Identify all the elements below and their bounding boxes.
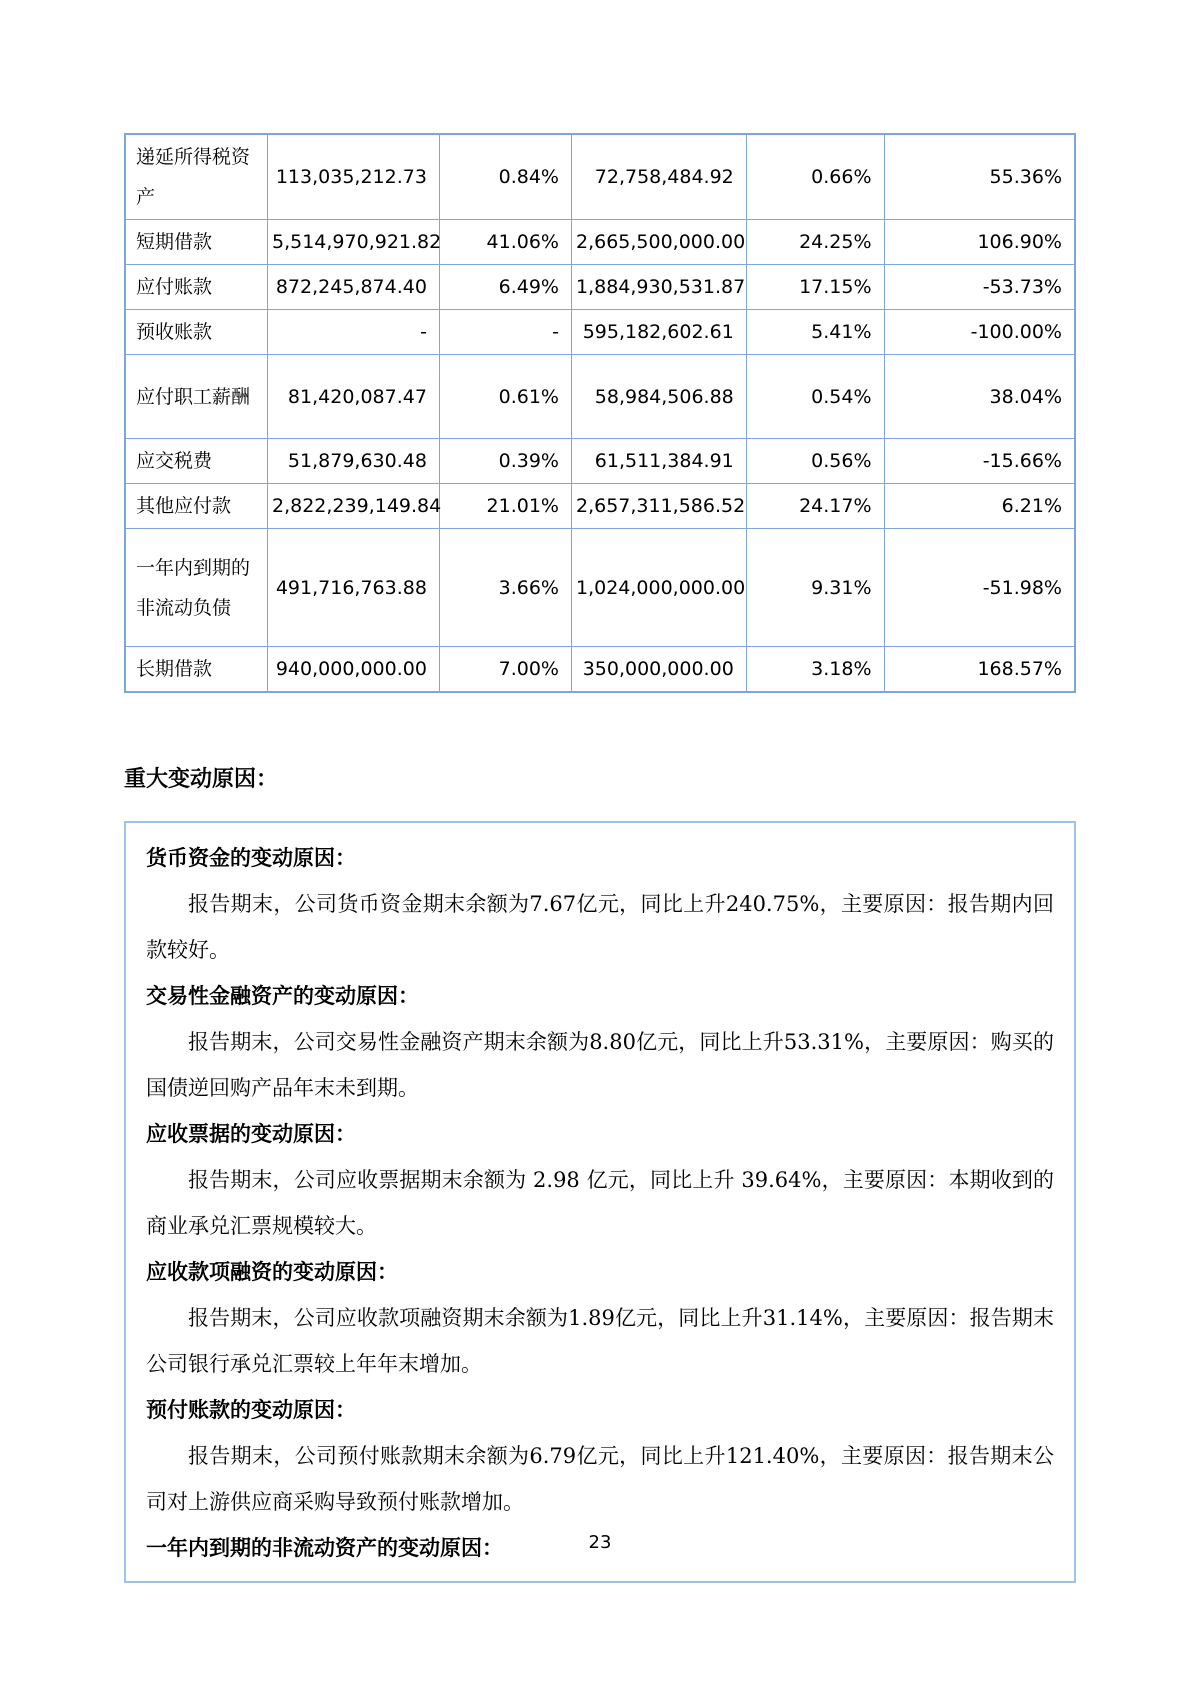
amount-begin-cell: 1,024,000,000.00 [571,529,746,647]
row-label: 应交税费 [125,439,268,484]
section-title-notes-receivable: 应收票据的变动原因： [146,1122,356,1146]
row-label: 一年内到期的非流动负债 [125,529,268,647]
row-label: 应付账款 [125,265,268,310]
amount-end-cell: 2,822,239,149.84 [268,484,440,529]
pct-begin-cell: 24.17% [746,484,884,529]
section-body-notes-receivable: 报告期末，公司应收票据期末余额为 2.98 亿元，同比上升 39.64%，主要原因：本期收到的商业承兑汇票规模较大。 [146,1168,1054,1238]
amount-end-cell: 5,514,970,921.82 [268,220,440,265]
table-row [125,220,1075,265]
section-body-prepayments: 报告期末，公司预付账款期末余额为6.79亿元，同比上升121.40%，主要原因：报告期末公司对上游供应商采购导致预付账款增加。 [146,1444,1054,1514]
pct-begin-cell: 0.66% [746,134,884,220]
amount-end-cell: 81,420,087.47 [268,355,440,439]
pct-begin-cell: 5.41% [746,310,884,355]
table-row [125,310,1075,355]
pct-begin-cell: 3.18% [746,647,884,693]
change-pct-cell: -100.00% [884,310,1075,355]
pct-end-cell: 21.01% [439,484,571,529]
amount-begin-cell: 350,000,000.00 [571,647,746,693]
section-title-monetary-funds: 货币资金的变动原因： [146,846,356,870]
pct-begin-cell: 0.56% [746,439,884,484]
page-number: 23 [588,1532,612,1553]
pct-end-cell: 0.61% [439,355,571,439]
table-row [125,134,1075,220]
pct-begin-cell: 17.15% [746,265,884,310]
section-title-trading-financial-assets: 交易性金融资产的变动原因： [146,984,419,1008]
section-title-prepayments: 预付账款的变动原因： [146,1398,356,1422]
pct-end-cell: 0.39% [439,439,571,484]
amount-begin-cell: 72,758,484.92 [571,134,746,220]
amount-end-cell: 51,879,630.48 [268,439,440,484]
change-pct-cell: 106.90% [884,220,1075,265]
pct-end-cell: 7.00% [439,647,571,693]
amount-end-cell: 113,035,212.73 [268,134,440,220]
section-body-receivables-financing: 报告期末，公司应收款项融资期末余额为1.89亿元，同比上升31.14%，主要原因：报告期末公司银行承兑汇票较上年年末增加。 [146,1306,1054,1376]
section-title-noncurrent-assets-due-within-one-year: 一年内到期的非流动资产的变动原因： [146,1536,503,1560]
change-pct-cell: -15.66% [884,439,1075,484]
row-label: 应付职工薪酬 [125,355,268,439]
amount-end-cell: 872,245,874.40 [268,265,440,310]
changes-heading: 重大变动原因： [124,767,279,792]
table-row [125,484,1075,529]
amount-begin-cell: 595,182,602.61 [571,310,746,355]
pct-end-cell: - [439,310,571,355]
amount-end-cell: 491,716,763.88 [268,529,440,647]
change-pct-cell: 55.36% [884,134,1075,220]
amount-end-cell: - [268,310,440,355]
changes-box [124,821,1076,1583]
table-row [125,355,1075,439]
row-label: 其他应付款 [125,484,268,529]
table-row [125,647,1075,693]
amount-begin-cell: 1,884,930,531.87 [571,265,746,310]
pct-end-cell: 3.66% [439,529,571,647]
change-pct-cell: 168.57% [884,647,1075,693]
change-pct-cell: 38.04% [884,355,1075,439]
row-label: 预收账款 [125,310,268,355]
section-body-monetary-funds: 报告期末，公司货币资金期末余额为7.67亿元，同比上升240.75%，主要原因：报告期内回款较好。 [146,892,1054,962]
amount-begin-cell: 58,984,506.88 [571,355,746,439]
section-body-trading-financial-assets: 报告期末，公司交易性金融资产期末余额为8.80亿元，同比上升53.31%，主要原因：购买的国债逆回购产品年末未到期。 [146,1030,1054,1100]
row-label: 短期借款 [125,220,268,265]
change-pct-cell: 6.21% [884,484,1075,529]
change-pct-cell: -53.73% [884,265,1075,310]
table-row [125,265,1075,310]
pct-end-cell: 6.49% [439,265,571,310]
amount-begin-cell: 2,665,500,000.00 [571,220,746,265]
change-pct-cell: -51.98% [884,529,1075,647]
row-label: 长期借款 [125,647,268,693]
amount-begin-cell: 2,657,311,586.52 [571,484,746,529]
page-content [124,0,1076,1583]
pct-begin-cell: 24.25% [746,220,884,265]
pct-begin-cell: 9.31% [746,529,884,647]
pct-end-cell: 0.84% [439,134,571,220]
amount-end-cell: 940,000,000.00 [268,647,440,693]
row-label: 递延所得税资产 [125,134,268,220]
pct-end-cell: 41.06% [439,220,571,265]
financial-table [124,133,1076,693]
amount-begin-cell: 61,511,384.91 [571,439,746,484]
pct-begin-cell: 0.54% [746,355,884,439]
table-row [125,529,1075,647]
section-title-receivables-financing: 应收款项融资的变动原因： [146,1260,398,1284]
table-row [125,439,1075,484]
